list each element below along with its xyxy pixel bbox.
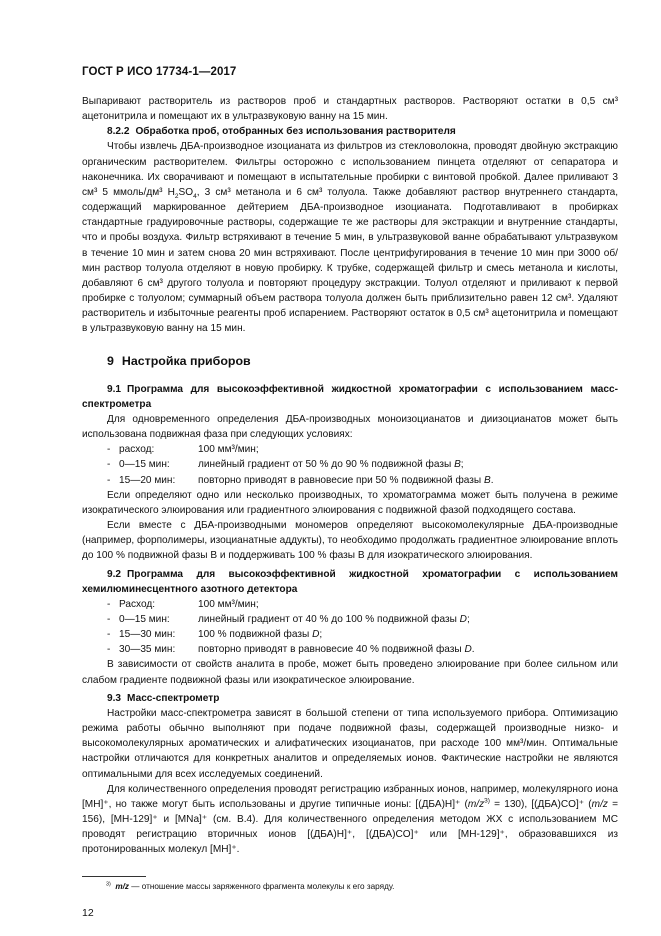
list-key: 0—15 мин: (119, 459, 170, 471)
list-value (198, 597, 618, 612)
section-9-heading (107, 354, 618, 369)
text-run: SO (178, 186, 194, 198)
list-item (107, 612, 618, 627)
mz-symbol: m/z (115, 882, 129, 891)
text-run: = 130), [(ДБА)CO]⁺ ( (489, 798, 592, 810)
value-text: линейный градиент от 50 % до 90 % подвижной фазы (198, 459, 455, 471)
list-key: 30—35 мин: (119, 644, 176, 656)
section-title: Программа для высокоэффективной жидкостной хроматографии с использованием хемилюминесцентного азотного детектора (82, 568, 618, 595)
list-key: 0—15 мин: (119, 614, 170, 625)
footnote (106, 882, 394, 891)
punct: . (471, 644, 475, 656)
dash: - (107, 444, 111, 456)
mz-symbol: m/z (591, 798, 608, 810)
list-item (107, 627, 618, 642)
section-title: Настройка приборов (121, 353, 251, 368)
paragraph-9-1-c: Если вместе с ДБА-производными мономеров определяют высокомолекулярные ДБА-производные (например, форполимеры, изоцианатные аддукты), то необходимо продолжать градиентное элюирование вплоть до 100 % подвижной фазы B и поддерживать 100 % фазы B для изократического элюирования. (82, 520, 619, 562)
section-number: 9.2 (107, 568, 122, 580)
phase-letter: D (464, 644, 472, 656)
subscript: 2 (174, 192, 179, 200)
section-number: 9.3 (107, 692, 122, 704)
value-text: повторно приводят в равновесие при 50 % подвижной фазы (198, 474, 484, 486)
dash: - (107, 474, 111, 486)
value-text: 100 % подвижной фазы (198, 629, 313, 641)
value-text: повторно приводят в равновесие 40 % подвижной фазы (198, 644, 465, 656)
phase-letter: B (454, 459, 461, 471)
section-number: 8.2.2 (107, 126, 130, 138)
text-run: = 156), [MH-129]⁺ и [MNa]⁺ (см. B.4). Для количественного определения методом ЖХ с использованием МС проводят регистрацию вторичных ионов [(ДБА)H]⁺, [(ДБА)CO]⁺ или [MH-129]⁺, образовавшихся из протонированных молекул [MH]⁺. (82, 798, 618, 856)
text-run: Чтобы извлечь ДБА-производное изоцианата из фильтров из стекловолокна, проводят двойную экстракцию органическим растворителем. Фильтры осторожно с использованием пинцета отделяют от сепаратора и наконечника. Их сворачивают и помещают в испытательные пробирки с винтовой пробкой. Далее приливают 3 см³ 5 ммоль/дм³ H (82, 141, 618, 198)
footnote-ref[interactable]: 3) (484, 797, 490, 805)
section-title: Обработка проб, отобранных без использования растворителя (135, 126, 456, 138)
list-value (198, 642, 618, 657)
dash: - (107, 459, 111, 471)
paragraph-9-1-a: Для одновременного определения ДБА-производных моноизоцианатов и диизоцианатов может быть использована подвижная фаза при следующих условиях: (82, 413, 618, 441)
list-item (107, 442, 618, 457)
page-number: 12 (82, 907, 94, 919)
punct: ; (466, 614, 470, 625)
section-title: Масс-спектрометр (127, 692, 220, 704)
punct: . (490, 474, 494, 486)
subsection-8-2-2-heading (107, 124, 618, 139)
phase-letter: D (312, 629, 320, 641)
value-text: 100 мм³/мин; (198, 444, 259, 456)
page-header: ГОСТ Р ИСО 17734-1—2017 (82, 66, 237, 78)
subsection-9-3-heading (107, 691, 618, 706)
list-key: расход: (119, 444, 155, 456)
section-number: 9 (107, 353, 114, 368)
main-content (82, 94, 618, 858)
punct: ; (319, 629, 323, 641)
conditions-list-1 (82, 442, 618, 487)
paragraph-9-2: В зависимости от свойств аналита в пробе, может быть проведено элюирование при более сильном или слабом градиенте подвижной фазы или изократическое элюирование. (82, 659, 618, 686)
intro-paragraph: Выпаривают растворитель из растворов проб и стандартных растворов. Растворяют остатки в 0,5 см³ ацетонитрила и помещают их в ультразвуковую ванну на 15 мин. (82, 96, 618, 123)
dash: - (107, 598, 111, 610)
list-item (107, 457, 618, 472)
list-item (107, 473, 618, 488)
list-key: 15—30 мин: (119, 629, 176, 641)
phase-letter: B (483, 474, 491, 486)
conditions-list-2 (82, 597, 618, 658)
dash: - (107, 614, 111, 625)
punct: ; (460, 459, 464, 471)
list-value (198, 457, 618, 472)
footnote-text: — отношение массы заряженного фрагмента молекулы к его заряду. (128, 882, 395, 891)
list-key: Расход: (119, 598, 156, 610)
paragraph-8-2-2 (82, 139, 618, 336)
text-run: Для количественного определения проводят регистрацию избранных ионов, например, молекулярного иона [MH]⁺, но также могут быть использованы и другие типичные ионы: [(ДБА)H]⁺ ( (82, 783, 618, 810)
list-value (198, 627, 618, 642)
subsection-9-2-heading (82, 567, 618, 597)
list-value (198, 442, 618, 457)
dash: - (107, 629, 111, 641)
paragraph-9-3-a: Настройки масс-спектрометра зависят в большой степени от типа используемого прибора. Оптимизацию режима работы обычно выполняют при подаче подвижной фазы, содержащей производные низко- и высокомолекулярных ароматических и алифатических изоцианатов, при расходе 100 мм³/мин. Оптимальные настройки отличаются для конкретных аналитов и определяемых ионов. Фактические настройки не являются оптимальными для всех исследуемых соединений. (82, 707, 618, 780)
paragraph-9-3-b (82, 782, 618, 858)
section-number: 9.1 (107, 383, 122, 395)
list-key: 15—20 мин: (119, 474, 176, 486)
text-run: , 3 см³ метанола и 6 см³ толуола. Также добавляют раствор внутреннего стандарта, содержащий маркированное дейтерием ДБА-производное изоцианата. Подготавливают в пробирках стандартные градуировочные растворы, содержащие те же растворы для экстракции и внутренние стандарты, что и пробы воздуха. Фильтр встряхивают в течение 5 мин, в ультразвуковой ванне обрабатывают ультразвуком в течение 10 мин и затем снова 20 мин встряхивают. После центрифугирования в течение 10 мин при 3000 об/мин раствор толуола отделяют в новую пробирку. К трубке, содержащей фильтр и смесь метанола и кислоты, добавляют 6 см³ другого толуола и повторяют процедуру экстракции. Толуол отделяют и приливают к первой пробирке с толуолом; суммарный объем раствора толуола должен быть приблизительно равен 12 см³. Удаляют растворитель и избыточные реагенты проб испарением. Растворяют остаток в 0,5 см³ ацетонитрила и помещают в ультразвуковую ванну на 15 мин. (82, 186, 619, 335)
value-text: линейный градиент от 40 % до 100 % подвижной фазы (198, 614, 460, 625)
subscript: 4 (193, 192, 197, 200)
section-title: Программа для высокоэффективной жидкостной хроматографии с использованием масс-спектрометра (82, 383, 618, 410)
footnote-divider (82, 876, 146, 877)
list-value (198, 612, 618, 627)
list-item (107, 597, 618, 612)
mz-symbol: m/z (467, 798, 485, 810)
dash: - (107, 644, 111, 656)
phase-letter: D (459, 614, 467, 625)
list-item (107, 642, 618, 657)
paragraph-9-1-b: Если определяют одно или несколько производных, то хроматограмма может быть получена в режиме изократического элюирования или градиентного элюирования с подвижной фазой подходящего состава. (82, 489, 618, 516)
list-value (198, 473, 618, 488)
value-text: 100 мм³/мин; (198, 598, 259, 610)
footnote-marker: 3) (106, 881, 111, 888)
subsection-9-1-heading (82, 382, 618, 412)
